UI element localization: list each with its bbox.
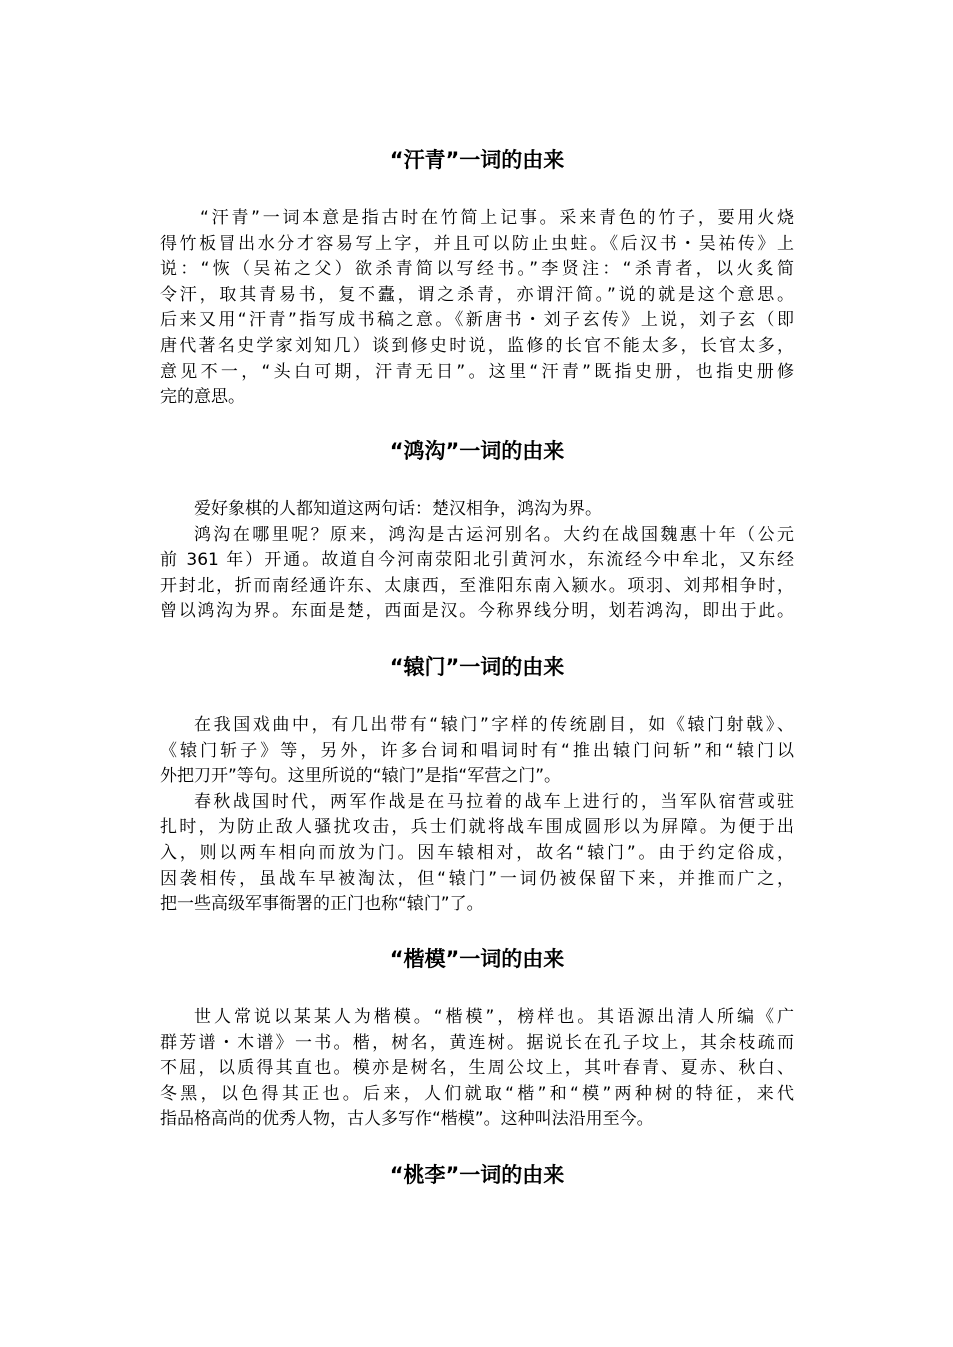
paragraph-honggou-body bbox=[160, 523, 794, 625]
text-line: 意见不一，“头白可期，汗青无日”。这里“汗青”既指史册，也指史册修 bbox=[160, 361, 794, 382]
text-line: 入，则以两车相向而放为门。因车辕相对，故名“辕门”。由于约定俗成， bbox=[160, 842, 794, 863]
text-line: 指品格高尚的优秀人物，古人多写作“楷模”。这种叫法沿用至今。 bbox=[160, 1109, 654, 1130]
text-line: 群芳谱・木谱》一书。楷，树名，黄连树。据说长在孔子坟上，其余枝疏而 bbox=[160, 1032, 794, 1053]
text-line: 不屈，以质得其直也。模亦是树名，生周公坟上，其叶春青、夏赤、秋白、 bbox=[160, 1058, 794, 1079]
text-line: 曾以鸿沟为界。东面是楚，西面是汉。今称界线分明，划若鸿沟，即出于此。 bbox=[160, 601, 794, 622]
section-title-kaimo: “楷模”一词的由来 bbox=[389, 947, 565, 971]
text-line: “汗青”一词本意是指古时在竹简上记事。采来青色的竹子，要用火烧 bbox=[200, 208, 794, 228]
text-line: 开封北，折而南经通许东、太康西，至淮阳东南入颍水。项羽、刘邦相争时， bbox=[160, 575, 794, 596]
text-line: 说：“恢（吴祐之父）欲杀青简以写经书。”李贤注：“杀青者，以火炙简 bbox=[160, 259, 794, 280]
text-line: 扎时，为防止敌人骚扰攻击，兵士们就将战车围成圆形以为屏障。为便于出 bbox=[160, 817, 794, 838]
text-line: 在我国戏曲中，有几出带有“辕门”字样的传统剧目，如《辕门射戟》、 bbox=[194, 715, 794, 735]
text-line: 冬黑，以色得其正也。后来，人们就取“楷”和“模”两种树的特征，来代 bbox=[160, 1083, 794, 1104]
text-line: 把一些高级军事衙署的正门也称“辕门”了。 bbox=[160, 894, 484, 915]
text-line: 鸿沟在哪里呢？原来，鸿沟是古运河别名。大约在战国魏惠十年（公元 bbox=[194, 524, 794, 545]
text-line: 《辕门斩子》等，另外，许多台词和唱词时有“推出辕门问斩”和“辕门以 bbox=[160, 740, 794, 761]
section-title-yuanmen: “辕门”一词的由来 bbox=[389, 655, 565, 679]
text-line: 爱好象棋的人都知道这两句话：楚汉相争，鸿沟为界。 bbox=[194, 499, 602, 519]
paragraph-honggou-intro bbox=[160, 497, 794, 523]
text-line: 外把刀开”等句。这里所说的“辕门”是指“军营之门”。 bbox=[160, 766, 562, 787]
paragraph-hanqing bbox=[160, 206, 794, 411]
paragraph-kaimo bbox=[160, 1005, 794, 1133]
text-line: 因袭相传，虽战车早被淘汰，但“辕门”一词仍被保留下来，并推而广之， bbox=[160, 868, 794, 889]
section-title-taoli: “桃李”一词的由来 bbox=[389, 1163, 565, 1187]
text-line: 令汗，取其青易书，复不蠹，谓之杀青，亦谓汗简。”说的就是这个意思。 bbox=[160, 284, 794, 305]
section-title-hanqing: “汗青”一词的由来 bbox=[389, 148, 565, 172]
text-line: 完的意思。 bbox=[160, 387, 245, 408]
text-line: 前 361 年）开通。故道自今河南荥阳北引黄河水，东流经今中牟北，又东经 bbox=[160, 550, 794, 571]
text-line: 得竹板冒出水分才容易写上字，并且可以防止虫蛀。《后汉书・吴祐传》上 bbox=[160, 233, 794, 254]
text-line: 后来又用“汗青”指写成书稿之意。《新唐书・刘子玄传》上说，刘子玄（即 bbox=[160, 310, 794, 331]
text-line: 春秋战国时代，两军作战是在马拉着的战车上进行的，当军队宿营或驻 bbox=[194, 791, 794, 812]
paragraph-yuanmen-history bbox=[160, 790, 794, 918]
paragraph-yuanmen-opera bbox=[160, 713, 794, 790]
section-title-honggou: “鸿沟”一词的由来 bbox=[389, 439, 565, 463]
text-line: 世人常说以某某人为楷模。“楷模”，榜样也。其语源出清人所编《广 bbox=[194, 1007, 794, 1027]
text-line: 唐代著名史学家刘知几）谈到修史时说，监修的长官不能太多，长官太多， bbox=[160, 335, 794, 356]
